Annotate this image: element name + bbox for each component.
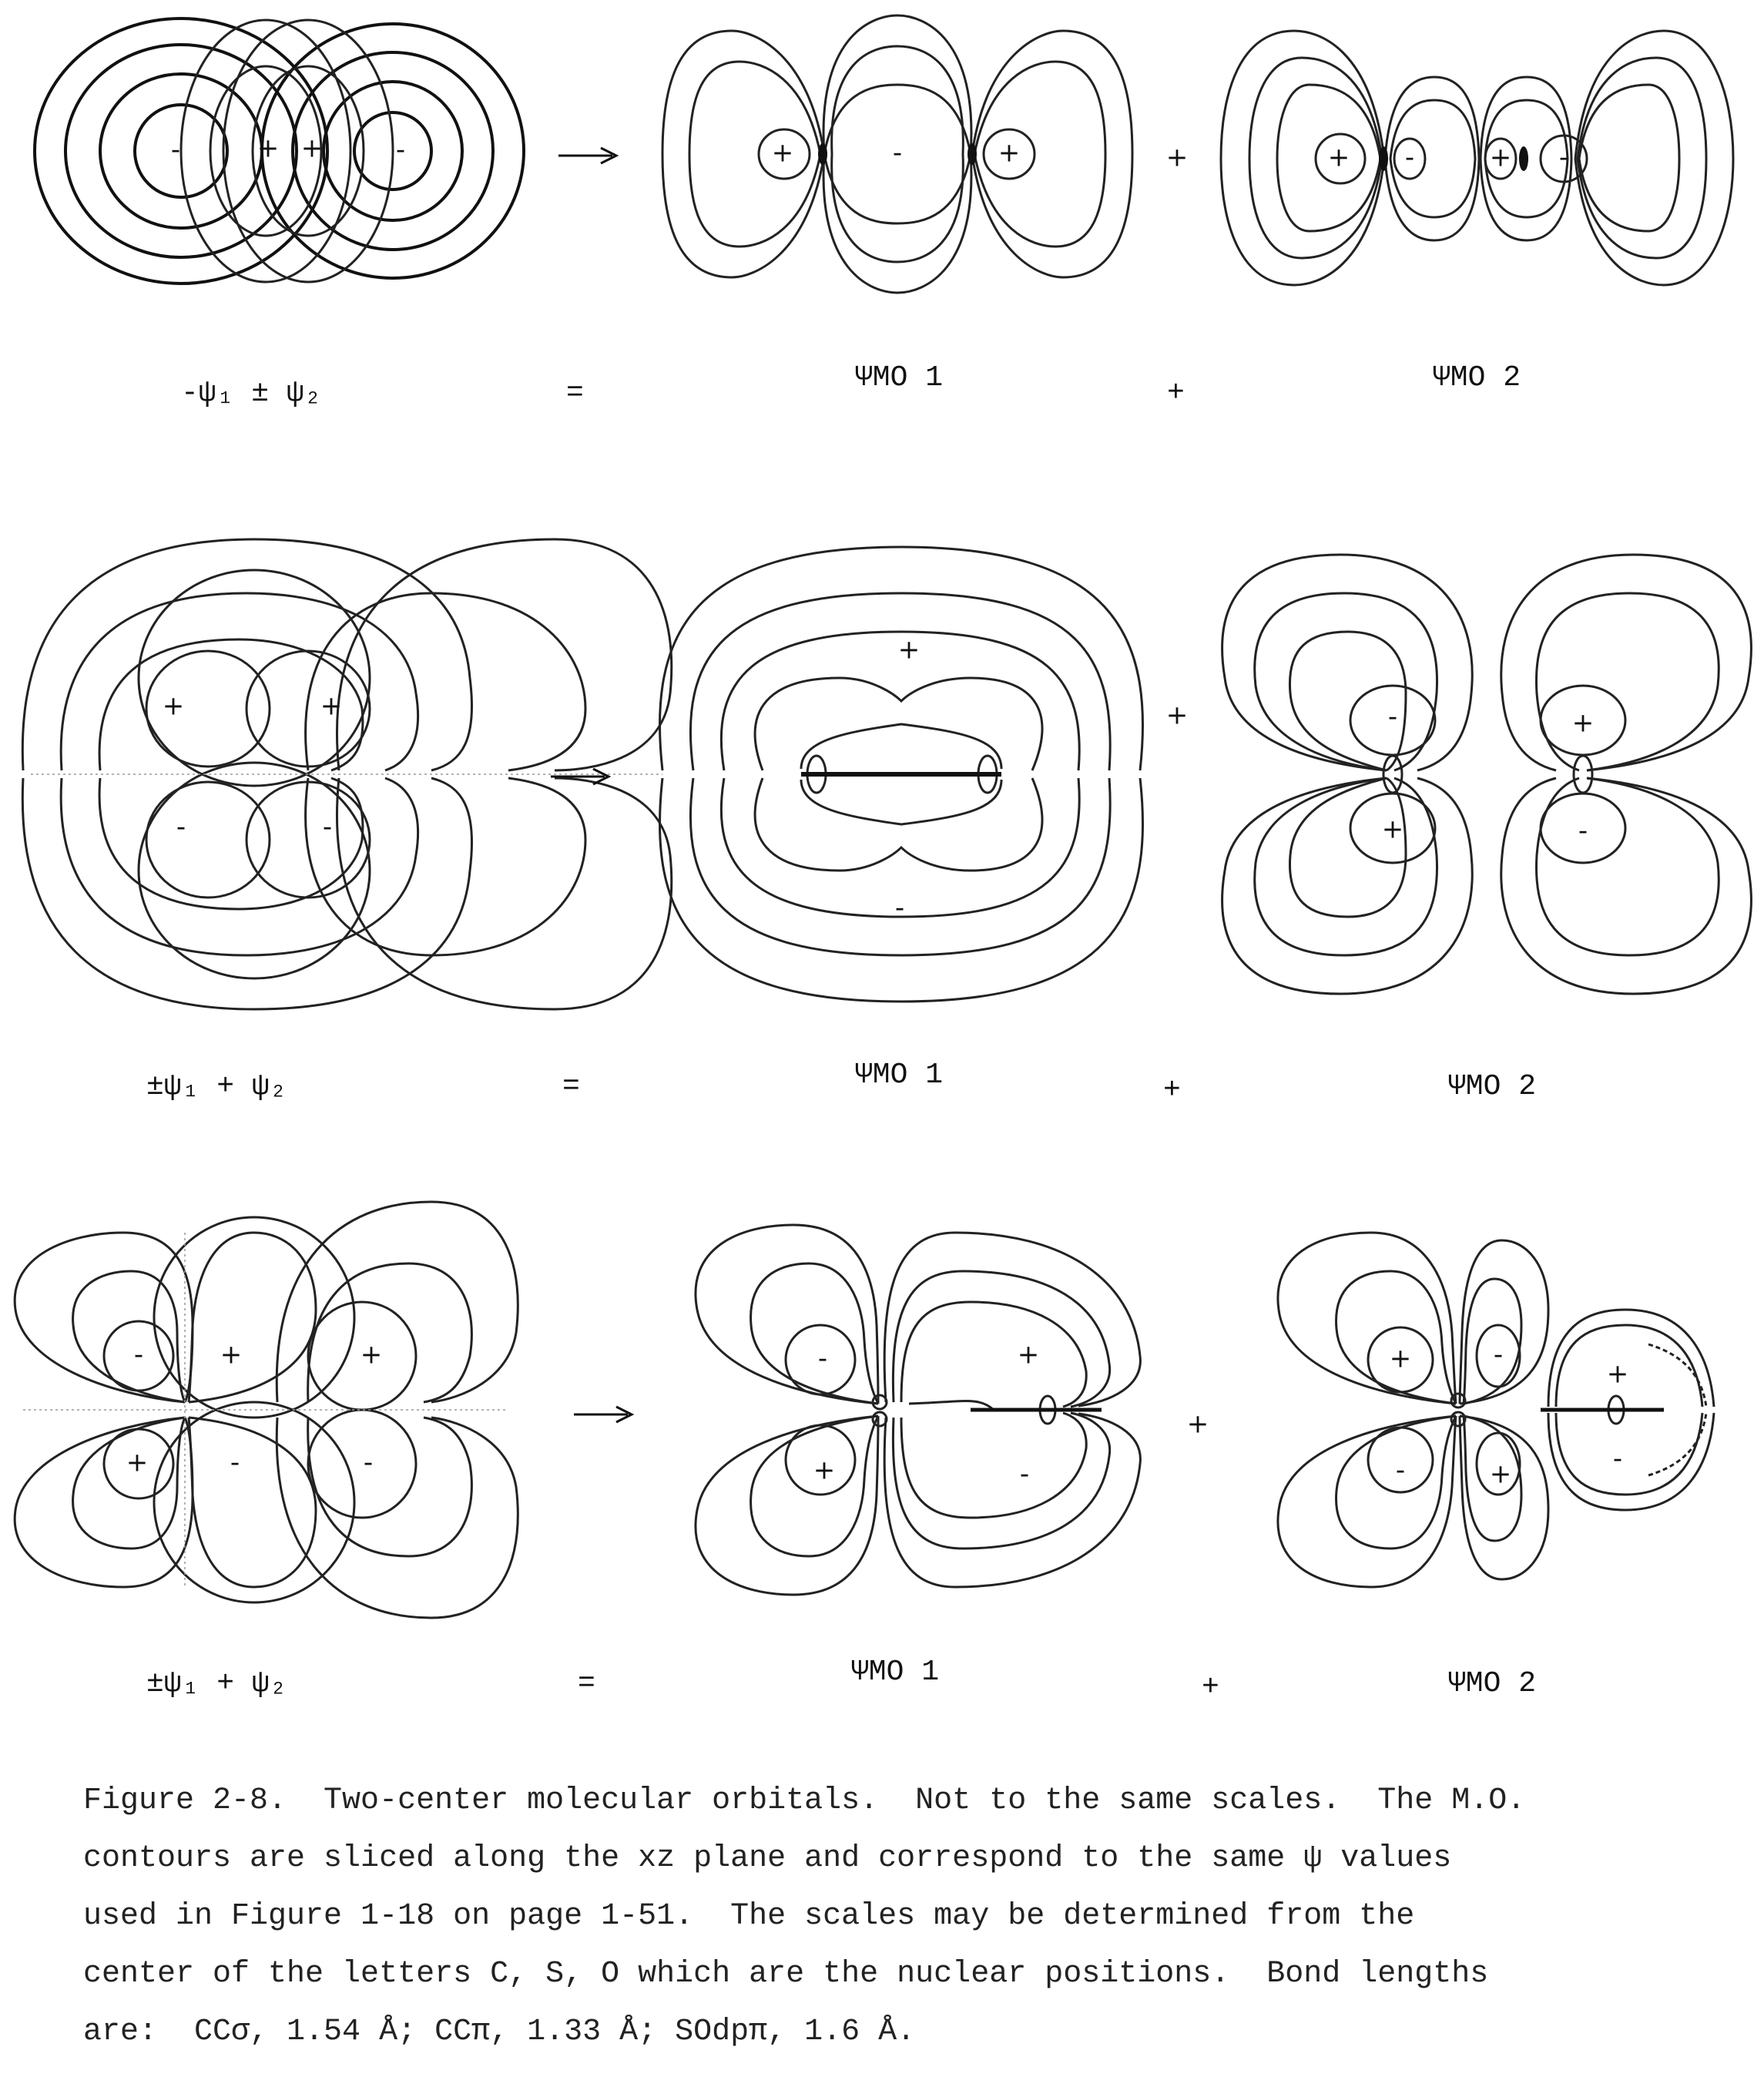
row3-mo2-sign-4: - [1395,1455,1406,1486]
row1-equation [181,361,1521,410]
row3-mo1-contours [696,1225,1140,1595]
row1-overlap-sign-2: + [257,133,280,164]
row2-equation-lhs: ±ψ₁ + ψ₂ [146,1070,287,1103]
row3-mo1-sign-1: - [817,1343,828,1374]
row1-equation-lhs: -ψ₁ ± ψ₂ [181,377,322,410]
caption-line-4: center of the letters C, S, O which are the nuclear positions. Bond lengths [83,1957,1489,1991]
row3-arrow [574,1407,632,1422]
row3-equation-mo1: ΨMO 1 [851,1656,940,1689]
row2-equation-equals: = [562,1070,580,1103]
row2-mo1-signs [895,635,920,924]
row3-mo2-sign-5: + [1489,1458,1512,1490]
row3-overlap-sign-1: - [133,1339,144,1371]
row3-plus-operator: + [1186,1408,1209,1440]
row3-mo2-signs [1390,1340,1629,1490]
caption-line-3: used in Figure 1-18 on page 1-51. The scales may be determined from the [83,1899,1415,1934]
row1-overlap-signs [171,133,405,166]
row2-mo2-signs [1382,702,1595,847]
row2-mo2-sign-4: - [1578,815,1588,847]
row3-equation-plus: + [1202,1671,1219,1704]
row1-equation-equals: = [566,377,584,410]
row2-mo2-contours [1222,555,1752,994]
row1-equation-mo2: ΨMO 2 [1433,361,1521,394]
row1-arrow [558,148,616,163]
row3-mo2-sign-6: - [1612,1443,1623,1475]
row1-overlap-sign-3: + [300,133,324,164]
row2-mo2-sign-2: + [1571,707,1595,739]
row2-mo1-sign-1: + [897,634,921,666]
row2-equation [146,1059,1536,1107]
row1-mo1-sign-1: + [771,137,794,169]
row2-overlap-sign-1: + [162,690,185,722]
row3-equation-mo2: ΨMO 2 [1448,1667,1537,1700]
row3-mo1-signs [813,1340,1040,1490]
row2-overlap-contours [22,539,671,1009]
row3-overlap-contours [15,1202,518,1618]
row2-equation-mo1: ΨMO 1 [855,1059,944,1092]
row3-overlap-sign-4: + [126,1447,149,1478]
caption-line-2: contours are sliced along the xz plane and correspond to the same ψ values [83,1841,1452,1876]
row2-plus-operator: + [1165,700,1189,731]
row2-mo2-sign-3: + [1381,814,1404,845]
caption-line-1: Figure 2-8. Two-center molecular orbitals. Not to the same scales. The M.O. [83,1783,1526,1818]
row3-equation-lhs: ±ψ₁ + ψ₂ [146,1667,287,1700]
figure-caption [83,1772,1701,2061]
row1-equation-plus: + [1167,377,1185,410]
row2-overlap-sign-3: - [176,811,186,843]
row1-mo2-sign-3: + [1489,142,1512,173]
row2-overlap-sign-4: - [322,811,333,843]
row1-mo2-sign-1: + [1327,142,1350,173]
row3-overlap-sign-5: - [230,1447,240,1478]
row1-mo1-sign-3: + [998,137,1021,169]
row3-mo1-sign-2: + [1017,1339,1040,1371]
row3-overlap-sign-6: - [363,1447,374,1478]
row1-mo2-contours [1221,31,1733,285]
row2-equation-mo2: ΨMO 2 [1448,1070,1537,1103]
row2-equation-plus: + [1163,1074,1181,1107]
row3-overlap-sign-3: + [360,1339,383,1371]
row1-overlap-sign-1: - [170,134,181,166]
row3-overlap-sign-2: + [220,1339,243,1371]
row1-mo2-sign-4: - [1558,142,1569,173]
row3-mo2-sign-1: + [1389,1343,1412,1374]
row2-mo1-sign-2: - [894,892,905,924]
row1-mo2-sign-2: - [1404,142,1415,173]
caption-line-5: are: CCσ, 1.54 Å; CCπ, 1.33 Å; SOdpπ, 1.6 Å. [83,2015,916,2049]
row3-equation [146,1656,1536,1704]
row2-overlap-sign-2: + [320,690,343,722]
row3-mo1-sign-4: - [1019,1458,1030,1490]
row3-mo1-sign-3: + [813,1455,836,1486]
row1-plus-operator: + [1165,142,1189,173]
row2-mo1-contours [659,547,1142,1002]
row3-mo2-sign-2: - [1493,1339,1504,1371]
row1-equation-mo1: ΨMO 1 [855,361,944,394]
row3-mo2-contours [1278,1233,1714,1587]
row2-mo2-sign-1: - [1387,701,1398,733]
row3-mo2-sign-3: + [1606,1358,1629,1390]
row1-overlap-sign-4: - [395,134,406,166]
row1-overlap-contours [35,18,524,284]
row3-equation-equals: = [578,1667,595,1700]
row1-mo1-sign-2: - [892,137,903,169]
